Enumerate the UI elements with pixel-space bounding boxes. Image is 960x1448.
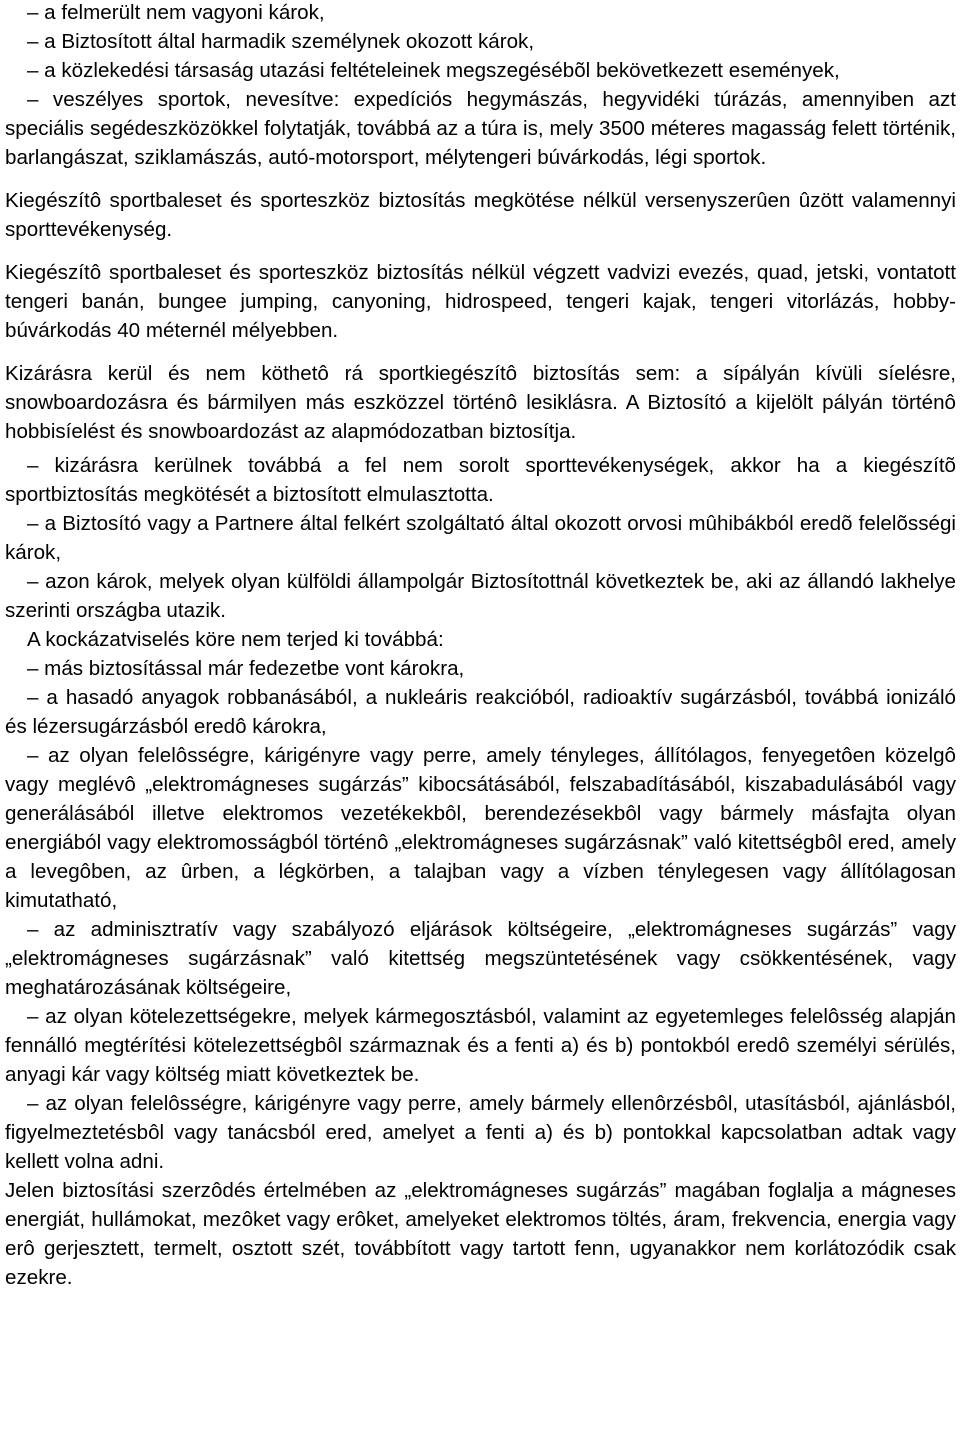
list-item: – az olyan kötelezettségekre, melyek kármegosztásból, valamint az egyetemleges felelôsség alapján fennálló megtérítési kötelezettségbôl származnak és a fenti a) és b) pontokból eredô személyi sérülés, anyagi kár vagy költség miatt következtek be.: [5, 1005, 956, 1086]
list-item: – azon károk, melyek olyan külföldi állampolgár Biztosítottnál következtek be, aki az állandó lakhelye szerinti országba utazik.: [5, 570, 956, 622]
list-item: – kizárásra kerülnek továbbá a fel nem sorolt sporttevékenységek, akkor ha a kiegészítõ sportbiztosítás megkötését a biztosított elmulasztotta.: [5, 454, 956, 506]
list-item: – a hasadó anyagok robbanásából, a nukleáris reakcióból, radioaktív sugárzásból, továbbá ionizáló és lézersugárzásból eredô károkra,: [5, 686, 956, 738]
lead-in-text: A kockázatviselés köre nem terjed ki továbbá:: [27, 628, 444, 651]
list-item: – veszélyes sportok, nevesítve: expedíciós hegymászás, hegyvidéki túrázás, amennyiben azt speciális segédeszközökkel folytatják, továbbá az a túra is, mely 3500 méteres magasság felett történik, barlangászat, sziklamászás, autó-motorsport, mélytengeri búvárkodás, légi sportok.: [5, 88, 956, 169]
list-item: – az olyan felelôsségre, kárigényre vagy perre, amely bármely ellenôrzésbôl, utasításból, ajánlásból, figyelmeztetésbôl vagy tanácsból ered, amelyet a fenti a) és b) pontokkal kapcsolatban adtak vagy kellett volna adni.: [5, 1092, 956, 1173]
paragraph: Kiegészítô sportbaleset és sporteszköz biztosítás megkötése nélkül versenyszerûen ûzött valamennyi sporttevékenység.: [5, 189, 956, 241]
list-item: – a Biztosító vagy a Partnere által felkért szolgáltató által okozott orvosi mûhibákból eredõ felelõsségi károk,: [5, 512, 956, 564]
paragraph: Jelen biztosítási szerzôdés értelmében az „elektromágneses sugárzás” magában foglalja a mágneses energiát, hullámokat, mezôket vagy erôket, amelyeket elektromos töltés, áram, frekvencia, energia vagy erô gerjesztett, termelt, osztott szét, továbbított vagy tartott fenn, ugyanakkor nem korlátozódik csak ezekre.: [5, 1179, 956, 1289]
list-item: – az adminisztratív vagy szabályozó eljárások költségeire, „elektromágneses sugárzás” vagy „elektromágneses sugárzásnak” való kitettség megszüntetésének vagy csökkentésének, vagy meghatározásának költségeire,: [5, 918, 956, 999]
list-item: – a közlekedési társaság utazási feltételeinek megszegésébõl bekövetkezett események,: [27, 59, 840, 82]
paragraph: Kizárásra kerül és nem köthetô rá sportkiegészítô biztosítás sem: a sípályán kívüli síelésre, snowboardozásra és bármilyen más eszközzel történô lesiklásra. A Biztosító a kijelölt pályán történô hobbisíelést és snowboardozást az alapmódozatban biztosítja.: [5, 362, 956, 443]
list-item: – az olyan felelôsségre, kárigényre vagy perre, amely tényleges, állítólagos, fenyegetôen közelgô vagy meglévô „elektromágneses sugárzás” kibocsátásából, felszabadításából, kiszabadulásából vagy generálásából illetve elektromos vezetékekbôl, berendezésekbôl vagy bármely másfajta olyan energiából vagy elektromosságból történô „elektromágneses sugárzásnak” való kitettségbôl ered, amely a levegôben, az ûrben, a légkörben, a talajban vagy a vízben ténylegesen vagy állítólagosan kimutatható,: [5, 744, 956, 912]
paragraph: Kiegészítô sportbaleset és sporteszköz biztosítás nélkül végzett vadvizi evezés, quad, jetski, vontatott tengeri banán, bungee jumping, canyoning, hidrospeed, tengeri kajak, tengeri vitorlázás, hobby-búvárkodás 40 méternél mélyebben.: [5, 261, 956, 342]
list-item: – a Biztosított által harmadik személynek okozott károk,: [27, 30, 535, 53]
list-item: – a felmerült nem vagyoni károk,: [27, 1, 325, 24]
list-item: – más biztosítással már fedezetbe vont károkra,: [27, 657, 465, 680]
